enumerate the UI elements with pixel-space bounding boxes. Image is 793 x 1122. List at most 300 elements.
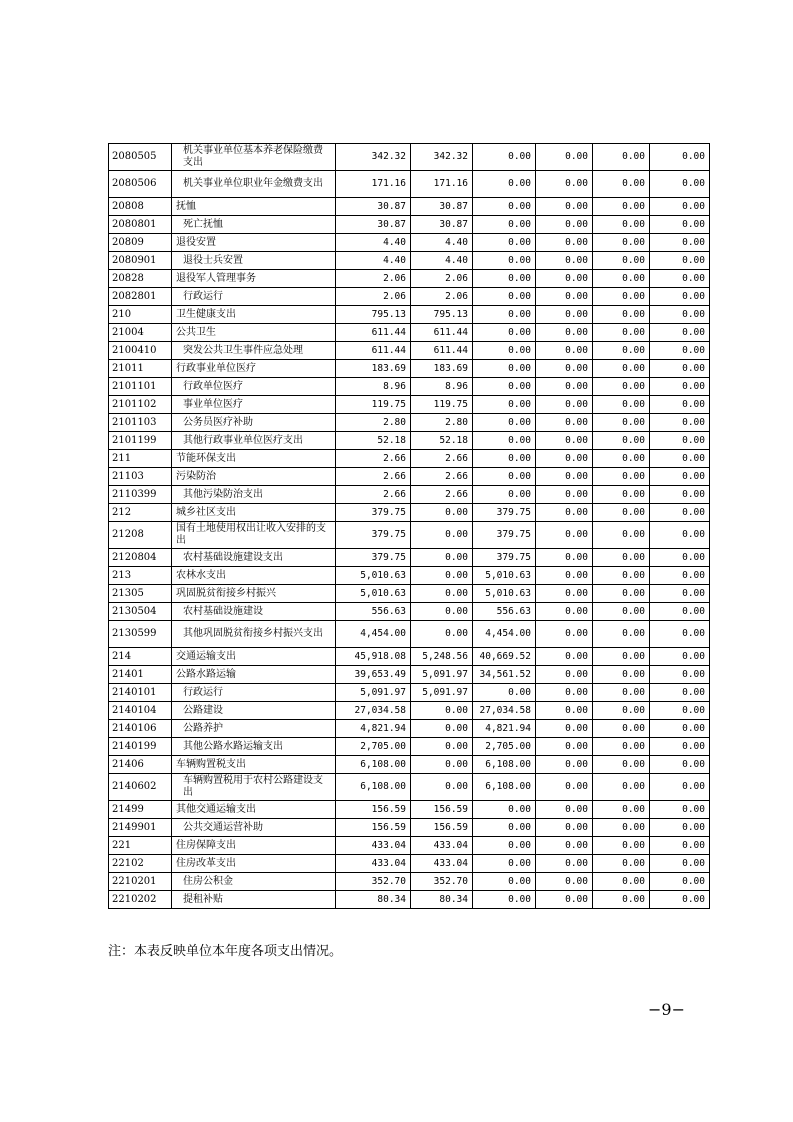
amount-cell: 0.00 xyxy=(536,756,593,774)
amount-cell: 0.00 xyxy=(593,549,650,567)
amount-cell: 0.00 xyxy=(536,342,593,360)
subject-code-cell: 21406 xyxy=(109,756,172,774)
subject-code-cell: 21103 xyxy=(109,468,172,486)
amount-cell: 0.00 xyxy=(473,144,536,171)
table-row xyxy=(109,270,710,288)
amount-cell: 0.00 xyxy=(536,855,593,873)
amount-cell: 8.96 xyxy=(336,378,411,396)
amount-cell: 795.13 xyxy=(336,306,411,324)
subject-name-cell: 节能环保支出 xyxy=(172,450,336,468)
amount-cell: 0.00 xyxy=(593,234,650,252)
subject-code-cell: 2110399 xyxy=(109,486,172,504)
amount-cell: 0.00 xyxy=(650,837,710,855)
amount-cell: 80.34 xyxy=(411,891,473,909)
subject-name-cell: 其他公路水路运输支出 xyxy=(172,738,336,756)
amount-cell: 0.00 xyxy=(536,774,593,801)
table-row xyxy=(109,855,710,873)
subject-name-cell: 其他污染防治支出 xyxy=(172,486,336,504)
expenditure-table xyxy=(108,143,710,909)
amount-cell: 39,653.49 xyxy=(336,666,411,684)
amount-cell: 30.87 xyxy=(336,216,411,234)
amount-cell: 379.75 xyxy=(336,504,411,522)
amount-cell: 2.66 xyxy=(336,450,411,468)
table-row xyxy=(109,504,710,522)
amount-cell: 119.75 xyxy=(336,396,411,414)
amount-cell: 156.59 xyxy=(411,801,473,819)
amount-cell: 0.00 xyxy=(473,396,536,414)
subject-name-cell: 抚恤 xyxy=(172,198,336,216)
amount-cell: 0.00 xyxy=(536,684,593,702)
amount-cell: 0.00 xyxy=(650,720,710,738)
amount-cell: 0.00 xyxy=(536,891,593,909)
amount-cell: 0.00 xyxy=(473,891,536,909)
amount-cell: 0.00 xyxy=(473,171,536,198)
amount-cell: 4,821.94 xyxy=(336,720,411,738)
table-row xyxy=(109,342,710,360)
amount-cell: 52.18 xyxy=(411,432,473,450)
amount-cell: 0.00 xyxy=(536,666,593,684)
amount-cell: 4.40 xyxy=(336,234,411,252)
amount-cell: 0.00 xyxy=(650,468,710,486)
amount-cell: 4,454.00 xyxy=(336,621,411,648)
amount-cell: 8.96 xyxy=(411,378,473,396)
amount-cell: 0.00 xyxy=(473,450,536,468)
amount-cell: 0.00 xyxy=(650,738,710,756)
amount-cell: 156.59 xyxy=(336,819,411,837)
subject-code-cell: 2140101 xyxy=(109,684,172,702)
amount-cell: 0.00 xyxy=(593,342,650,360)
subject-name-cell: 交通运输支出 xyxy=(172,648,336,666)
amount-cell: 0.00 xyxy=(536,378,593,396)
amount-cell: 379.75 xyxy=(473,504,536,522)
amount-cell: 5,010.63 xyxy=(336,585,411,603)
amount-cell: 0.00 xyxy=(536,486,593,504)
subject-name-cell: 城乡社区支出 xyxy=(172,504,336,522)
amount-cell: 0.00 xyxy=(593,486,650,504)
amount-cell: 0.00 xyxy=(593,648,650,666)
table-row xyxy=(109,306,710,324)
table-row xyxy=(109,648,710,666)
amount-cell: 0.00 xyxy=(473,198,536,216)
amount-cell: 0.00 xyxy=(650,234,710,252)
amount-cell: 0.00 xyxy=(536,324,593,342)
amount-cell: 45,918.08 xyxy=(336,648,411,666)
table-body xyxy=(109,144,710,909)
table-row xyxy=(109,603,710,621)
amount-cell: 0.00 xyxy=(411,603,473,621)
amount-cell: 2.66 xyxy=(336,468,411,486)
subject-name-cell: 公路建设 xyxy=(172,702,336,720)
amount-cell: 0.00 xyxy=(536,252,593,270)
amount-cell: 379.75 xyxy=(473,549,536,567)
subject-code-cell: 2130504 xyxy=(109,603,172,621)
amount-cell: 0.00 xyxy=(411,567,473,585)
amount-cell: 0.00 xyxy=(411,621,473,648)
table-row xyxy=(109,873,710,891)
amount-cell: 0.00 xyxy=(650,144,710,171)
amount-cell: 0.00 xyxy=(650,432,710,450)
amount-cell: 2.66 xyxy=(411,450,473,468)
amount-cell: 2.66 xyxy=(336,486,411,504)
subject-code-cell: 2101199 xyxy=(109,432,172,450)
amount-cell: 0.00 xyxy=(473,306,536,324)
amount-cell: 0.00 xyxy=(536,450,593,468)
amount-cell: 0.00 xyxy=(650,891,710,909)
amount-cell: 352.70 xyxy=(336,873,411,891)
amount-cell: 0.00 xyxy=(593,171,650,198)
amount-cell: 611.44 xyxy=(411,342,473,360)
subject-code-cell: 2120804 xyxy=(109,549,172,567)
amount-cell: 0.00 xyxy=(411,738,473,756)
amount-cell: 0.00 xyxy=(650,504,710,522)
amount-cell: 0.00 xyxy=(593,288,650,306)
amount-cell: 0.00 xyxy=(536,171,593,198)
amount-cell: 156.59 xyxy=(336,801,411,819)
amount-cell: 4.40 xyxy=(411,234,473,252)
table-row xyxy=(109,378,710,396)
amount-cell: 0.00 xyxy=(411,702,473,720)
amount-cell: 342.32 xyxy=(411,144,473,171)
subject-code-cell: 2080506 xyxy=(109,171,172,198)
amount-cell: 379.75 xyxy=(336,522,411,549)
amount-cell: 0.00 xyxy=(650,567,710,585)
subject-code-cell: 221 xyxy=(109,837,172,855)
amount-cell: 0.00 xyxy=(650,702,710,720)
subject-name-cell: 公共交通运营补助 xyxy=(172,819,336,837)
subject-code-cell: 2140104 xyxy=(109,702,172,720)
amount-cell: 0.00 xyxy=(536,360,593,378)
amount-cell: 2.06 xyxy=(411,288,473,306)
amount-cell: 4.40 xyxy=(336,252,411,270)
table-row xyxy=(109,891,710,909)
table-row xyxy=(109,738,710,756)
subject-code-cell: 20809 xyxy=(109,234,172,252)
subject-name-cell: 行政单位医疗 xyxy=(172,378,336,396)
amount-cell: 156.59 xyxy=(411,819,473,837)
amount-cell: 0.00 xyxy=(593,603,650,621)
amount-cell: 52.18 xyxy=(336,432,411,450)
amount-cell: 80.34 xyxy=(336,891,411,909)
subject-name-cell: 卫生健康支出 xyxy=(172,306,336,324)
subject-code-cell: 2101101 xyxy=(109,378,172,396)
amount-cell: 0.00 xyxy=(411,549,473,567)
amount-cell: 4.40 xyxy=(411,252,473,270)
table-row xyxy=(109,468,710,486)
amount-cell: 0.00 xyxy=(411,504,473,522)
amount-cell: 0.00 xyxy=(593,522,650,549)
amount-cell: 0.00 xyxy=(536,468,593,486)
amount-cell: 0.00 xyxy=(536,549,593,567)
amount-cell: 0.00 xyxy=(650,216,710,234)
amount-cell: 2.06 xyxy=(336,288,411,306)
amount-cell: 0.00 xyxy=(473,873,536,891)
table-row xyxy=(109,585,710,603)
subject-name-cell: 退役士兵安置 xyxy=(172,252,336,270)
amount-cell: 0.00 xyxy=(411,585,473,603)
amount-cell: 0.00 xyxy=(593,324,650,342)
amount-cell: 0.00 xyxy=(650,684,710,702)
amount-cell: 0.00 xyxy=(473,819,536,837)
table-row xyxy=(109,198,710,216)
amount-cell: 0.00 xyxy=(473,216,536,234)
table-row xyxy=(109,216,710,234)
amount-cell: 5,091.97 xyxy=(411,684,473,702)
amount-cell: 0.00 xyxy=(650,522,710,549)
amount-cell: 0.00 xyxy=(593,855,650,873)
amount-cell: 0.00 xyxy=(536,819,593,837)
subject-name-cell: 污染防治 xyxy=(172,468,336,486)
amount-cell: 6,108.00 xyxy=(336,774,411,801)
table-row xyxy=(109,414,710,432)
amount-cell: 0.00 xyxy=(593,306,650,324)
table-row xyxy=(109,432,710,450)
amount-cell: 0.00 xyxy=(593,774,650,801)
amount-cell: 0.00 xyxy=(593,270,650,288)
amount-cell: 2.80 xyxy=(411,414,473,432)
subject-name-cell: 公务员医疗补助 xyxy=(172,414,336,432)
amount-cell: 4,821.94 xyxy=(473,720,536,738)
table-row xyxy=(109,756,710,774)
amount-cell: 0.00 xyxy=(536,270,593,288)
table-row xyxy=(109,567,710,585)
amount-cell: 0.00 xyxy=(650,621,710,648)
amount-cell: 6,108.00 xyxy=(336,756,411,774)
amount-cell: 0.00 xyxy=(650,378,710,396)
subject-name-cell: 行政事业单位医疗 xyxy=(172,360,336,378)
amount-cell: 0.00 xyxy=(593,702,650,720)
subject-name-cell: 国有土地使用权出让收入安排的支出 xyxy=(172,522,336,549)
subject-name-cell: 公共卫生 xyxy=(172,324,336,342)
amount-cell: 5,091.97 xyxy=(336,684,411,702)
subject-name-cell: 行政运行 xyxy=(172,684,336,702)
subject-code-cell: 21401 xyxy=(109,666,172,684)
amount-cell: 0.00 xyxy=(473,270,536,288)
amount-cell: 0.00 xyxy=(536,414,593,432)
amount-cell: 0.00 xyxy=(650,549,710,567)
amount-cell: 0.00 xyxy=(536,198,593,216)
subject-name-cell: 住房公积金 xyxy=(172,873,336,891)
amount-cell: 433.04 xyxy=(411,837,473,855)
table-row xyxy=(109,252,710,270)
subject-code-cell: 20828 xyxy=(109,270,172,288)
amount-cell: 5,010.63 xyxy=(473,585,536,603)
amount-cell: 0.00 xyxy=(536,648,593,666)
subject-name-cell: 公路水路运输 xyxy=(172,666,336,684)
subject-code-cell: 2101102 xyxy=(109,396,172,414)
amount-cell: 0.00 xyxy=(650,648,710,666)
amount-cell: 0.00 xyxy=(473,360,536,378)
amount-cell: 0.00 xyxy=(593,684,650,702)
table-row xyxy=(109,324,710,342)
amount-cell: 611.44 xyxy=(336,324,411,342)
table-row xyxy=(109,171,710,198)
amount-cell: 0.00 xyxy=(411,774,473,801)
amount-cell: 0.00 xyxy=(593,756,650,774)
amount-cell: 556.63 xyxy=(336,603,411,621)
table-row xyxy=(109,522,710,549)
subject-name-cell: 农林水支出 xyxy=(172,567,336,585)
table-row xyxy=(109,684,710,702)
amount-cell: 0.00 xyxy=(593,198,650,216)
subject-code-cell: 2210202 xyxy=(109,891,172,909)
subject-name-cell: 巩固脱贫衔接乡村振兴 xyxy=(172,585,336,603)
table-row xyxy=(109,396,710,414)
amount-cell: 0.00 xyxy=(650,873,710,891)
amount-cell: 0.00 xyxy=(593,801,650,819)
amount-cell: 119.75 xyxy=(411,396,473,414)
subject-name-cell: 其他行政事业单位医疗支出 xyxy=(172,432,336,450)
subject-code-cell: 21004 xyxy=(109,324,172,342)
table-row xyxy=(109,234,710,252)
amount-cell: 0.00 xyxy=(593,738,650,756)
amount-cell: 0.00 xyxy=(593,819,650,837)
amount-cell: 379.75 xyxy=(473,522,536,549)
amount-cell: 0.00 xyxy=(650,756,710,774)
amount-cell: 0.00 xyxy=(593,414,650,432)
subject-code-cell: 2140602 xyxy=(109,774,172,801)
amount-cell: 0.00 xyxy=(650,666,710,684)
amount-cell: 0.00 xyxy=(650,486,710,504)
amount-cell: 2,705.00 xyxy=(473,738,536,756)
amount-cell: 0.00 xyxy=(473,684,536,702)
table-row xyxy=(109,774,710,801)
table-row xyxy=(109,360,710,378)
amount-cell: 0.00 xyxy=(593,837,650,855)
amount-cell: 0.00 xyxy=(593,144,650,171)
amount-cell: 171.16 xyxy=(336,171,411,198)
amount-cell: 0.00 xyxy=(650,360,710,378)
amount-cell: 0.00 xyxy=(593,216,650,234)
amount-cell: 342.32 xyxy=(336,144,411,171)
table-row xyxy=(109,486,710,504)
amount-cell: 30.87 xyxy=(411,198,473,216)
amount-cell: 0.00 xyxy=(473,855,536,873)
amount-cell: 183.69 xyxy=(411,360,473,378)
amount-cell: 0.00 xyxy=(473,288,536,306)
amount-cell: 6,108.00 xyxy=(473,774,536,801)
amount-cell: 0.00 xyxy=(650,306,710,324)
table-row xyxy=(109,666,710,684)
amount-cell: 171.16 xyxy=(411,171,473,198)
amount-cell: 433.04 xyxy=(336,837,411,855)
subject-code-cell: 214 xyxy=(109,648,172,666)
amount-cell: 34,561.52 xyxy=(473,666,536,684)
amount-cell: 0.00 xyxy=(411,756,473,774)
amount-cell: 0.00 xyxy=(593,666,650,684)
amount-cell: 0.00 xyxy=(536,585,593,603)
amount-cell: 0.00 xyxy=(536,621,593,648)
amount-cell: 0.00 xyxy=(536,216,593,234)
subject-name-cell: 提租补贴 xyxy=(172,891,336,909)
subject-name-cell: 农村基础设施建设 xyxy=(172,603,336,621)
amount-cell: 0.00 xyxy=(536,288,593,306)
subject-name-cell: 公路养护 xyxy=(172,720,336,738)
table-row xyxy=(109,450,710,468)
subject-name-cell: 死亡抚恤 xyxy=(172,216,336,234)
amount-cell: 0.00 xyxy=(411,720,473,738)
amount-cell: 0.00 xyxy=(473,468,536,486)
amount-cell: 0.00 xyxy=(650,324,710,342)
amount-cell: 30.87 xyxy=(336,198,411,216)
subject-code-cell: 2082801 xyxy=(109,288,172,306)
subject-name-cell: 住房改革支出 xyxy=(172,855,336,873)
subject-name-cell: 车辆购置税用于农村公路建设支出 xyxy=(172,774,336,801)
amount-cell: 0.00 xyxy=(536,801,593,819)
subject-name-cell: 行政运行 xyxy=(172,288,336,306)
amount-cell: 0.00 xyxy=(593,360,650,378)
subject-code-cell: 22102 xyxy=(109,855,172,873)
amount-cell: 0.00 xyxy=(473,324,536,342)
amount-cell: 611.44 xyxy=(411,324,473,342)
amount-cell: 0.00 xyxy=(593,396,650,414)
amount-cell: 0.00 xyxy=(650,450,710,468)
subject-code-cell: 21499 xyxy=(109,801,172,819)
amount-cell: 0.00 xyxy=(473,432,536,450)
amount-cell: 0.00 xyxy=(650,396,710,414)
amount-cell: 0.00 xyxy=(650,252,710,270)
amount-cell: 433.04 xyxy=(336,855,411,873)
subject-code-cell: 21011 xyxy=(109,360,172,378)
amount-cell: 0.00 xyxy=(536,738,593,756)
amount-cell: 0.00 xyxy=(593,450,650,468)
amount-cell: 0.00 xyxy=(650,801,710,819)
amount-cell: 0.00 xyxy=(536,873,593,891)
amount-cell: 0.00 xyxy=(650,819,710,837)
amount-cell: 0.00 xyxy=(536,234,593,252)
amount-cell: 0.00 xyxy=(650,414,710,432)
subject-code-cell: 2210201 xyxy=(109,873,172,891)
amount-cell: 0.00 xyxy=(650,342,710,360)
subject-name-cell: 突发公共卫生事件应急处理 xyxy=(172,342,336,360)
amount-cell: 0.00 xyxy=(650,198,710,216)
table-row xyxy=(109,819,710,837)
amount-cell: 0.00 xyxy=(593,567,650,585)
subject-code-cell: 2101103 xyxy=(109,414,172,432)
subject-name-cell: 住房保障支出 xyxy=(172,837,336,855)
subject-name-cell: 农村基础设施建设支出 xyxy=(172,549,336,567)
subject-name-cell: 其他交通运输支出 xyxy=(172,801,336,819)
amount-cell: 0.00 xyxy=(593,891,650,909)
amount-cell: 0.00 xyxy=(536,522,593,549)
amount-cell: 0.00 xyxy=(473,837,536,855)
amount-cell: 0.00 xyxy=(536,306,593,324)
subject-code-cell: 2149901 xyxy=(109,819,172,837)
amount-cell: 0.00 xyxy=(593,378,650,396)
amount-cell: 0.00 xyxy=(593,873,650,891)
table-note: 注：本表反映单位本年度各项支出情况。 xyxy=(108,944,343,959)
amount-cell: 0.00 xyxy=(536,603,593,621)
amount-cell: 2.80 xyxy=(336,414,411,432)
subject-code-cell: 211 xyxy=(109,450,172,468)
amount-cell: 30.87 xyxy=(411,216,473,234)
amount-cell: 2.66 xyxy=(411,468,473,486)
amount-cell: 0.00 xyxy=(536,720,593,738)
amount-cell: 0.00 xyxy=(411,522,473,549)
amount-cell: 0.00 xyxy=(593,585,650,603)
amount-cell: 0.00 xyxy=(473,234,536,252)
subject-code-cell: 20808 xyxy=(109,198,172,216)
amount-cell: 0.00 xyxy=(593,252,650,270)
amount-cell: 0.00 xyxy=(650,288,710,306)
amount-cell: 433.04 xyxy=(411,855,473,873)
amount-cell: 4,454.00 xyxy=(473,621,536,648)
amount-cell: 0.00 xyxy=(536,432,593,450)
subject-code-cell: 2130599 xyxy=(109,621,172,648)
table-row xyxy=(109,702,710,720)
amount-cell: 0.00 xyxy=(536,144,593,171)
amount-cell: 0.00 xyxy=(536,702,593,720)
amount-cell: 2.06 xyxy=(411,270,473,288)
